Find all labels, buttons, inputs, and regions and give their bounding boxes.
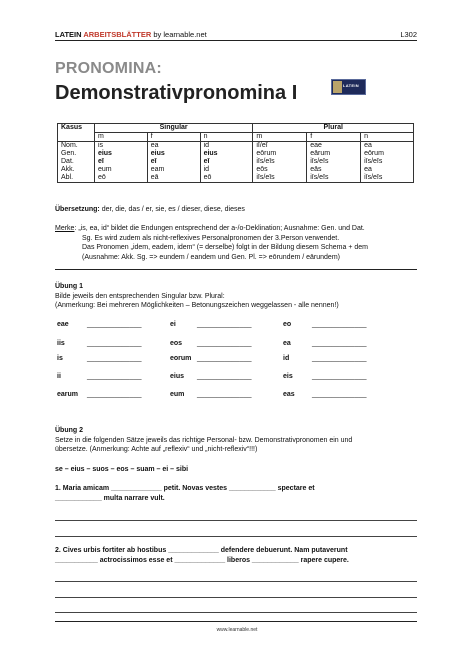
page-title: Demonstrativpronomina I xyxy=(55,82,298,104)
case-label: Gen. xyxy=(58,150,95,158)
answer-blank[interactable]: ______________ xyxy=(197,321,252,328)
table-cell: eōs xyxy=(253,166,307,174)
exercise-word: ea xyxy=(283,340,291,347)
translation-answer-line[interactable] xyxy=(55,536,417,537)
exercise1-hint: (Anmerkung: Bei mehreren Möglichkeiten – Betonungszeichen weggelassen - alle nennen!) xyxy=(55,302,339,309)
table-cell: iīs/eīs xyxy=(307,158,361,166)
case-label: Akk. xyxy=(58,166,95,174)
exercise-word: eas xyxy=(283,391,295,398)
logo-picture xyxy=(333,81,342,93)
exercise1-block xyxy=(55,282,339,311)
exercise2-block xyxy=(55,426,420,455)
table-row xyxy=(58,166,414,174)
latein-logo-icon xyxy=(331,79,366,95)
exercise2-title: Übung 2 xyxy=(55,427,83,434)
answer-blank[interactable]: ______________ xyxy=(197,373,252,380)
merke-line: : „is, ea, id“ bildet die Endungen entsprechend der a-/o-Deklination; Ausnahme: Gen. und Dat. xyxy=(74,225,365,232)
plural-header: Plural xyxy=(253,124,414,133)
footer-url: www.learnable.net xyxy=(216,627,258,633)
table-cell: eō xyxy=(94,174,147,183)
table-row xyxy=(58,150,414,158)
table-cell: eae xyxy=(307,142,361,151)
gender-header: f xyxy=(307,133,361,142)
exercise-word: eorum xyxy=(170,355,192,362)
translation-answer-line[interactable] xyxy=(55,581,417,582)
table-cell: iīs/eīs xyxy=(361,158,414,166)
exercise1-instruction: Bilde jeweils den entsprechenden Singular bzw. Plural: xyxy=(55,292,225,300)
answer-blank[interactable]: ______________ xyxy=(87,373,142,380)
exercise-word: eius xyxy=(170,373,185,380)
table-row xyxy=(58,142,414,151)
answer-blank[interactable]: ______________ xyxy=(87,391,142,398)
sentence-line: 2. Cives urbis fortiter ab hostibus _____________ defendere debuerunt. Nam putaverunt xyxy=(55,547,348,554)
brand-suffix: by learnable.net xyxy=(153,30,207,39)
brand-name: LATEIN ARBEITSBLÄTTER xyxy=(55,30,152,39)
table-cell: eārum xyxy=(307,150,361,158)
declension-table xyxy=(57,123,414,183)
translation-answer-line[interactable] xyxy=(55,520,417,521)
answer-blank[interactable]: ______________ xyxy=(312,321,367,328)
merke-line: Sg. Es wird zudem als nicht-reflexives Personalpronomen der 3.Person verwendet. xyxy=(82,234,340,242)
table-cell: ea xyxy=(361,166,414,174)
answer-blank[interactable]: ______________ xyxy=(87,321,142,328)
footer-rule xyxy=(55,621,417,622)
table-row xyxy=(58,174,414,183)
sentence-1 xyxy=(55,484,420,503)
worksheet-header xyxy=(55,30,417,39)
table-cell: id xyxy=(200,166,253,174)
table-header-row xyxy=(58,124,414,133)
exercise-word: eis xyxy=(283,373,293,380)
answer-blank[interactable]: ______________ xyxy=(197,340,252,347)
answer-blank[interactable]: ______________ xyxy=(197,355,252,362)
answer-blank[interactable]: ______________ xyxy=(312,340,367,347)
table-cell: ea xyxy=(361,142,414,151)
answer-blank[interactable]: ______________ xyxy=(312,391,367,398)
exercise2-instruction: übersetze. (Anmerkung: Achte auf „reflexiv“ und „nicht-reflexiv“!!!) xyxy=(55,446,258,453)
gender-header: n xyxy=(361,133,414,142)
table-cell: iīs/eīs xyxy=(253,158,307,166)
table-cell: iīs/eīs xyxy=(361,174,414,183)
table-cell: eōrum xyxy=(361,150,414,158)
table-cell: id xyxy=(200,142,253,151)
exercise-word: earum xyxy=(57,391,79,398)
sentence-line: ___________ actrocissimos esse et _____________ liberos ____________ rapere cupere. xyxy=(55,556,349,564)
table-cell: is xyxy=(94,142,147,151)
exercise1-title: Übung 1 xyxy=(55,283,83,290)
exercise-word: ei xyxy=(170,321,176,328)
exercise-word: eo xyxy=(283,321,292,328)
exercise-word: iis xyxy=(57,340,65,347)
table-cell: eius xyxy=(94,150,147,158)
table-cell: iīs/eīs xyxy=(253,174,307,183)
kasus-header: Kasus xyxy=(58,124,95,142)
answer-blank[interactable]: ______________ xyxy=(312,355,367,362)
singular-header: Singular xyxy=(94,124,252,133)
exercise-word: eum xyxy=(170,391,185,398)
table-cell: iīs/eīs xyxy=(307,174,361,183)
table-cell: eum xyxy=(94,166,147,174)
table-cell: eius xyxy=(200,150,253,158)
gender-header: n xyxy=(200,133,253,142)
exercise-word: ii xyxy=(57,373,61,380)
table-cell: iī/eī xyxy=(253,142,307,151)
merke-note xyxy=(55,224,420,262)
case-label: Abl. xyxy=(58,174,95,183)
answer-blank[interactable]: ______________ xyxy=(87,340,142,347)
table-cell: eam xyxy=(147,166,200,174)
translation-text: der, die, das / er, sie, es / dieser, diese, dieses xyxy=(101,206,245,213)
table-cell: eā xyxy=(147,174,200,183)
gender-header: m xyxy=(253,133,307,142)
logo-text: LATEIN xyxy=(343,83,359,88)
answer-blank[interactable]: ______________ xyxy=(312,373,367,380)
table-cell: eī xyxy=(94,158,147,166)
merke-line: (Ausnahme: Akk. Sg. => eundem / eandem und Gen. Pl. => eōrundem / eārundem) xyxy=(82,253,340,261)
table-cell: eius xyxy=(147,150,200,158)
gender-header: m xyxy=(94,133,147,142)
case-label: Nom. xyxy=(58,142,95,151)
translation-answer-line[interactable] xyxy=(55,612,417,613)
exercise-word: eos xyxy=(170,340,183,347)
exercise-word: eae xyxy=(57,321,69,328)
exercise2-instruction: Setze in die folgenden Sätze jeweils das richtige Personal- bzw. Demonstrativpronomen ein und xyxy=(55,436,353,444)
answer-blank[interactable]: ______________ xyxy=(197,391,252,398)
translation-label: Übersetzung: xyxy=(55,206,100,213)
sentence-2 xyxy=(55,546,420,565)
table-cell: eī xyxy=(200,158,253,166)
merke-label: Merke xyxy=(55,225,75,232)
section-divider xyxy=(55,269,417,270)
sentence-line: 1. Maria amicam _____________ petit. Novas vestes ____________ spectare et xyxy=(55,485,315,492)
worksheet-code: L302 xyxy=(400,30,417,39)
case-label: Dat. xyxy=(58,158,95,166)
merke-line: Das Pronomen „idem, eadem, idem“ (= derselbe) folgt in der Bildung diesem Schema + dem xyxy=(82,244,368,251)
gender-header-row xyxy=(58,133,414,142)
table-row xyxy=(58,158,414,166)
gender-header: f xyxy=(147,133,200,142)
translation-line xyxy=(55,205,245,215)
header-rule xyxy=(55,40,417,41)
answer-blank[interactable]: ______________ xyxy=(87,355,142,362)
table-cell: eās xyxy=(307,166,361,174)
translation-answer-line[interactable] xyxy=(55,597,417,598)
table-cell: ea xyxy=(147,142,200,151)
sentence-line: ____________ multa narrare vult. xyxy=(55,494,165,502)
page-subtitle: PRONOMINA: xyxy=(55,60,162,77)
table-cell: eō xyxy=(200,174,253,183)
word-bank: se – eius – suos – eos – suam – ei – sibi xyxy=(55,466,189,473)
exercise-word: id xyxy=(283,355,290,362)
exercise-word: is xyxy=(57,355,63,362)
table-cell: eī xyxy=(147,158,200,166)
table-cell: eōrum xyxy=(253,150,307,158)
